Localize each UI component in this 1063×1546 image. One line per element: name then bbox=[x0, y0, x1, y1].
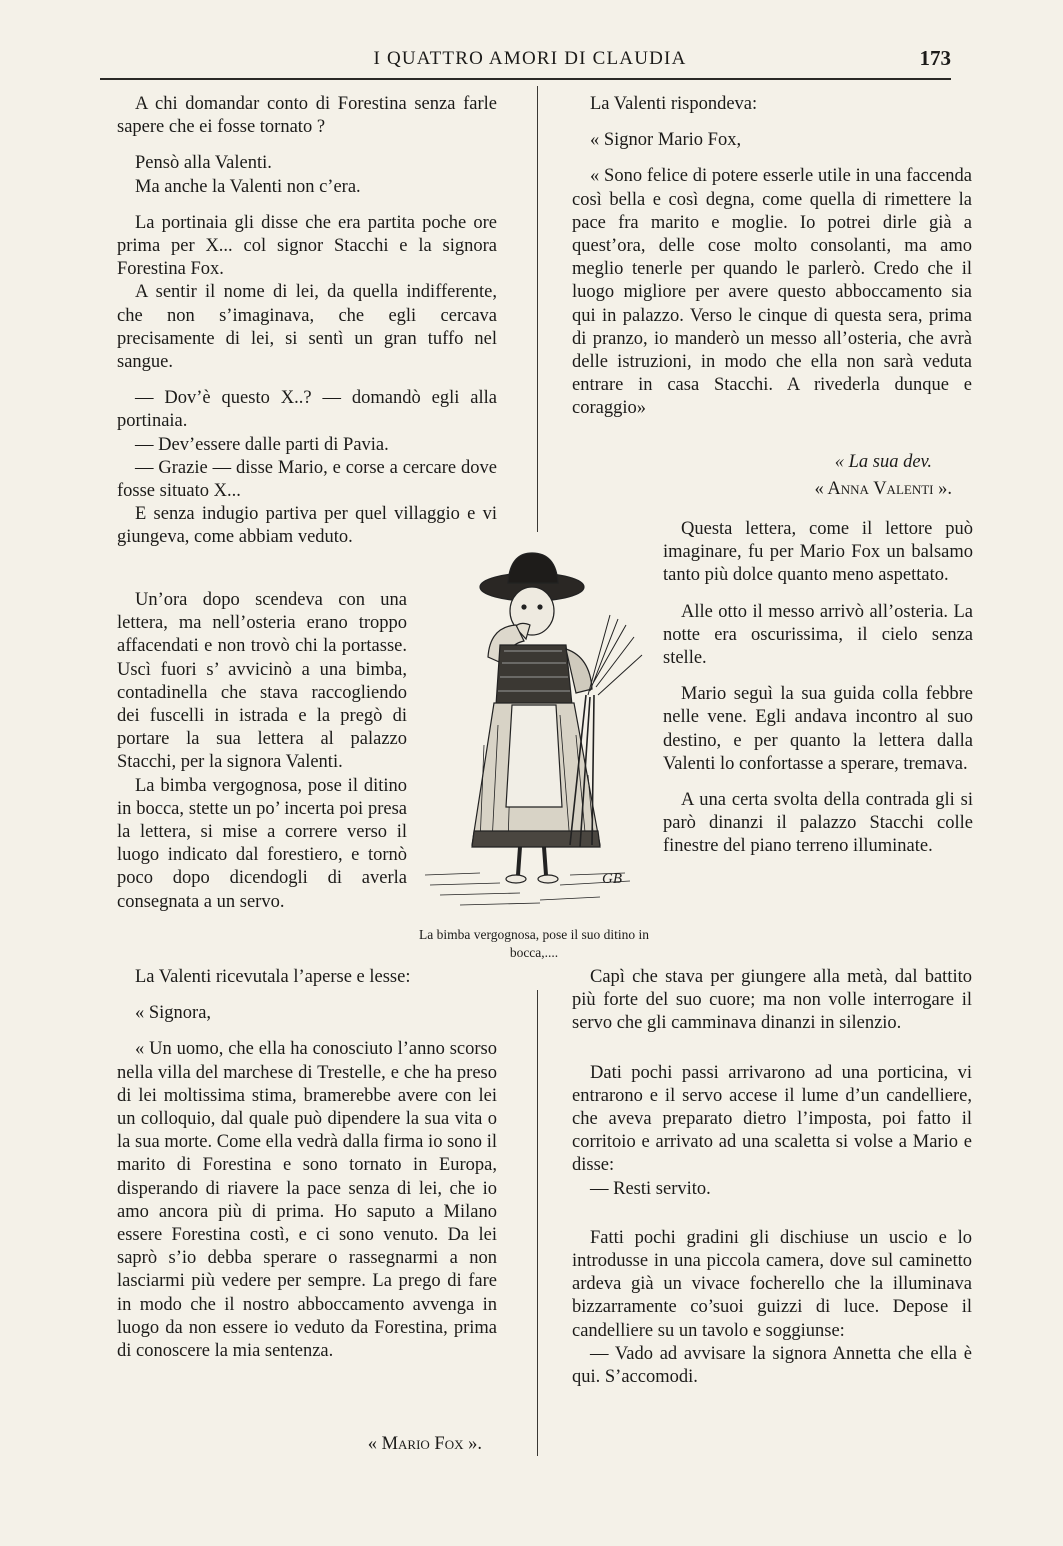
paragraph: « Un uomo, che ella ha conosciuto l’anno scorso nella villa del marchese di Trestelle, e che ha preso di lei moltissima stima, bramerebbe avere con lei un colloquio, dal quale può dipendere la sua vita o la sua morte. Come ella vedrà dalla firma io sono il marito di Forestina e sono tornato in Europa, disperando di riavere la pace senza di lei, che io amo ancora più di prima. Ho saputo a Milano essere Forestina costì, e ci sono venuto. Da lei saprò s’io debba sperare o rassegnarmi a non lasciarmi più vedere per sempre. La prego di fare in modo che il nostro abboccamento avvenga in luogo da non essere io veduto da Forestina, prima di conoscere la mia sentenza. bbox=[117, 1039, 497, 1362]
paragraph: Pensò alla Valenti. bbox=[135, 153, 272, 174]
paragraph-gap bbox=[117, 1025, 497, 1038]
paragraph: La bimba vergognosa, pose il ditino in bocca, stette un po’ incerta poi presa la lettera, si mise a correre verso il luogo indicato dal forestiero, e tornò poco dopo dicendogli di averla consegnata a un servo. bbox=[117, 775, 407, 912]
girl-engraving-illustration bbox=[420, 545, 648, 923]
paragraph-gap bbox=[572, 1214, 972, 1227]
paragraph: Mario seguì la sua guida colla febbre nelle vene. Egli andava incontro al suo destino, e per quanto la lettera dalla Valenti lo confortasse a sperare, tremava. bbox=[663, 684, 973, 774]
right-column-top bbox=[572, 93, 972, 421]
paragraph: — Resti servito. bbox=[590, 1178, 711, 1199]
paragraph-gap bbox=[117, 989, 497, 1002]
left-column-bottom bbox=[117, 966, 497, 1363]
paragraph: — Dev’essere dalle parti di Pavia. bbox=[135, 434, 389, 455]
paragraph-gap bbox=[572, 1049, 972, 1062]
paragraph: — Dov’è questo X..? — domandò egli alla portinaia. bbox=[117, 388, 497, 432]
paragraph-gap bbox=[117, 199, 497, 212]
paragraph: — Grazie — disse Mario, e corse a cercare dove fosse situato X... bbox=[117, 457, 497, 502]
paragraph: A una certa svolta della contrada gli si parò dinanzi il palazzo Stacchi colle finestre del piano terreno illuminate. bbox=[663, 790, 973, 857]
paragraph: A chi domandar conto di Forestina senza farle sapere che ei fosse tornato ? bbox=[117, 94, 497, 138]
header-rule bbox=[100, 78, 951, 80]
illustration-caption: La bimba vergognosa, pose il suo ditino in bocca,.... bbox=[419, 927, 649, 960]
paragraph-gap bbox=[117, 374, 497, 387]
paragraph-gap bbox=[572, 116, 972, 129]
left-column-top bbox=[117, 93, 497, 550]
running-title: I QUATTRO AMORI DI CLAUDIA bbox=[373, 48, 687, 69]
paragraph-gap bbox=[572, 152, 972, 165]
paragraph: « Signora, bbox=[135, 1003, 212, 1024]
illustrator-monogram: GB bbox=[602, 871, 622, 887]
paragraph: Alle otto il messo arrivò all’osteria. La notte era oscurissima, il cielo senza stelle. bbox=[663, 601, 973, 669]
paragraph: La Valenti rispondeva: bbox=[590, 94, 758, 114]
left-column-narrow bbox=[117, 589, 407, 914]
paragraph: Capì che stava per giungere alla metà, dal battito più forte del suo cuore; ma non volle interrogare il servo che gli camminava dinanzi in silenzio. bbox=[572, 967, 972, 1034]
paragraph: « Signor Mario Fox, bbox=[590, 130, 742, 151]
paragraph-gap bbox=[572, 1201, 972, 1214]
right-column-narrow bbox=[663, 518, 973, 859]
paragraph: La portinaia gli disse che era partita poche ore prima per X... col signor Stacchi e la signora Forestina Fox. bbox=[117, 212, 497, 280]
right-column-bottom bbox=[572, 966, 972, 1389]
paragraph-gap bbox=[663, 776, 973, 789]
paragraph: Ma anche la Valenti non c’era. bbox=[135, 176, 361, 197]
column-divider-upper bbox=[537, 86, 538, 532]
paragraph-gap bbox=[663, 588, 973, 601]
letter-signature-anna: « Anna Valenti ». bbox=[814, 479, 952, 499]
paragraph: E senza indugio partiva per quel villaggio e vi giungeva, come abbiam veduto. bbox=[117, 504, 497, 548]
page-number: 173 bbox=[919, 46, 951, 70]
paragraph: Fatti pochi gradini gli dischiuse un uscio e lo introdusse in una piccola camera, dove sul caminetto ardeva già un vivace focherello che la illuminava bizzarramente co’suoi guizzi di luce. Depose il candelliere su un tavolo e soggiunse: bbox=[572, 1227, 972, 1341]
paragraph-gap bbox=[117, 139, 497, 152]
paragraph: « Sono felice di potere esserle utile in una faccenda così bella e così degna, come quella di rimettere la pace fra marito e moglie. Io potrei dirle già a quest’ora, delle cose molto consolanti, ma amo meglio tenerle per quando le parlerò. Credo che il luogo migliore per avere questo abboccamento sia qui in palazzo. Verso le cinque di questa sera, prima di pranzo, io manderò un messo all’osteria, che avrà delle istruzioni, in modo che ella non sarà veduta entrare in casa Stacchi. A rivederla dunque e coraggio» bbox=[572, 166, 972, 419]
paragraph-gap bbox=[572, 1036, 972, 1049]
letter-closing: « La sua dev. bbox=[834, 452, 932, 472]
paragraph: — Vado ad avvisare la signora Annetta che ella è qui. S’accomodi. bbox=[572, 1343, 972, 1388]
paragraph-gap bbox=[663, 670, 973, 683]
paragraph: Un’ora dopo scendeva con una lettera, ma nell’osteria erano troppo affacendati e non trovò chi la portasse. Uscì fuori s’ avvicinò a una bimba, contadinella che stava raccogliendo dei fuscelli in istrada e la pregò di portare la sua lettera al palazzo Stacchi, per la signora Valenti. bbox=[117, 590, 407, 773]
column-divider-lower bbox=[537, 990, 538, 1456]
letter-signature-mario: « Mario Fox ». bbox=[367, 1434, 482, 1454]
paragraph: Dati pochi passi arrivarono ad una porticina, vi entrarono e il servo accese il lume d’un candelliere, che aveva preparato dietro l’imposta, poi fatto il corritoio e arrivato ad una scaletta si volse a Mario e disse: bbox=[572, 1062, 972, 1176]
paragraph: La Valenti ricevutala l’aperse e lesse: bbox=[135, 967, 411, 987]
paragraph: A sentir il nome di lei, da quella indifferente, che non s’imaginava, che egli cercava precisamente di lei, si sentì un gran tuffo nel sangue. bbox=[117, 282, 497, 373]
paragraph: Questa lettera, come il lettore può imaginare, fu per Mario Fox un balsamo tanto più dolce quanto meno aspettato. bbox=[663, 519, 973, 586]
